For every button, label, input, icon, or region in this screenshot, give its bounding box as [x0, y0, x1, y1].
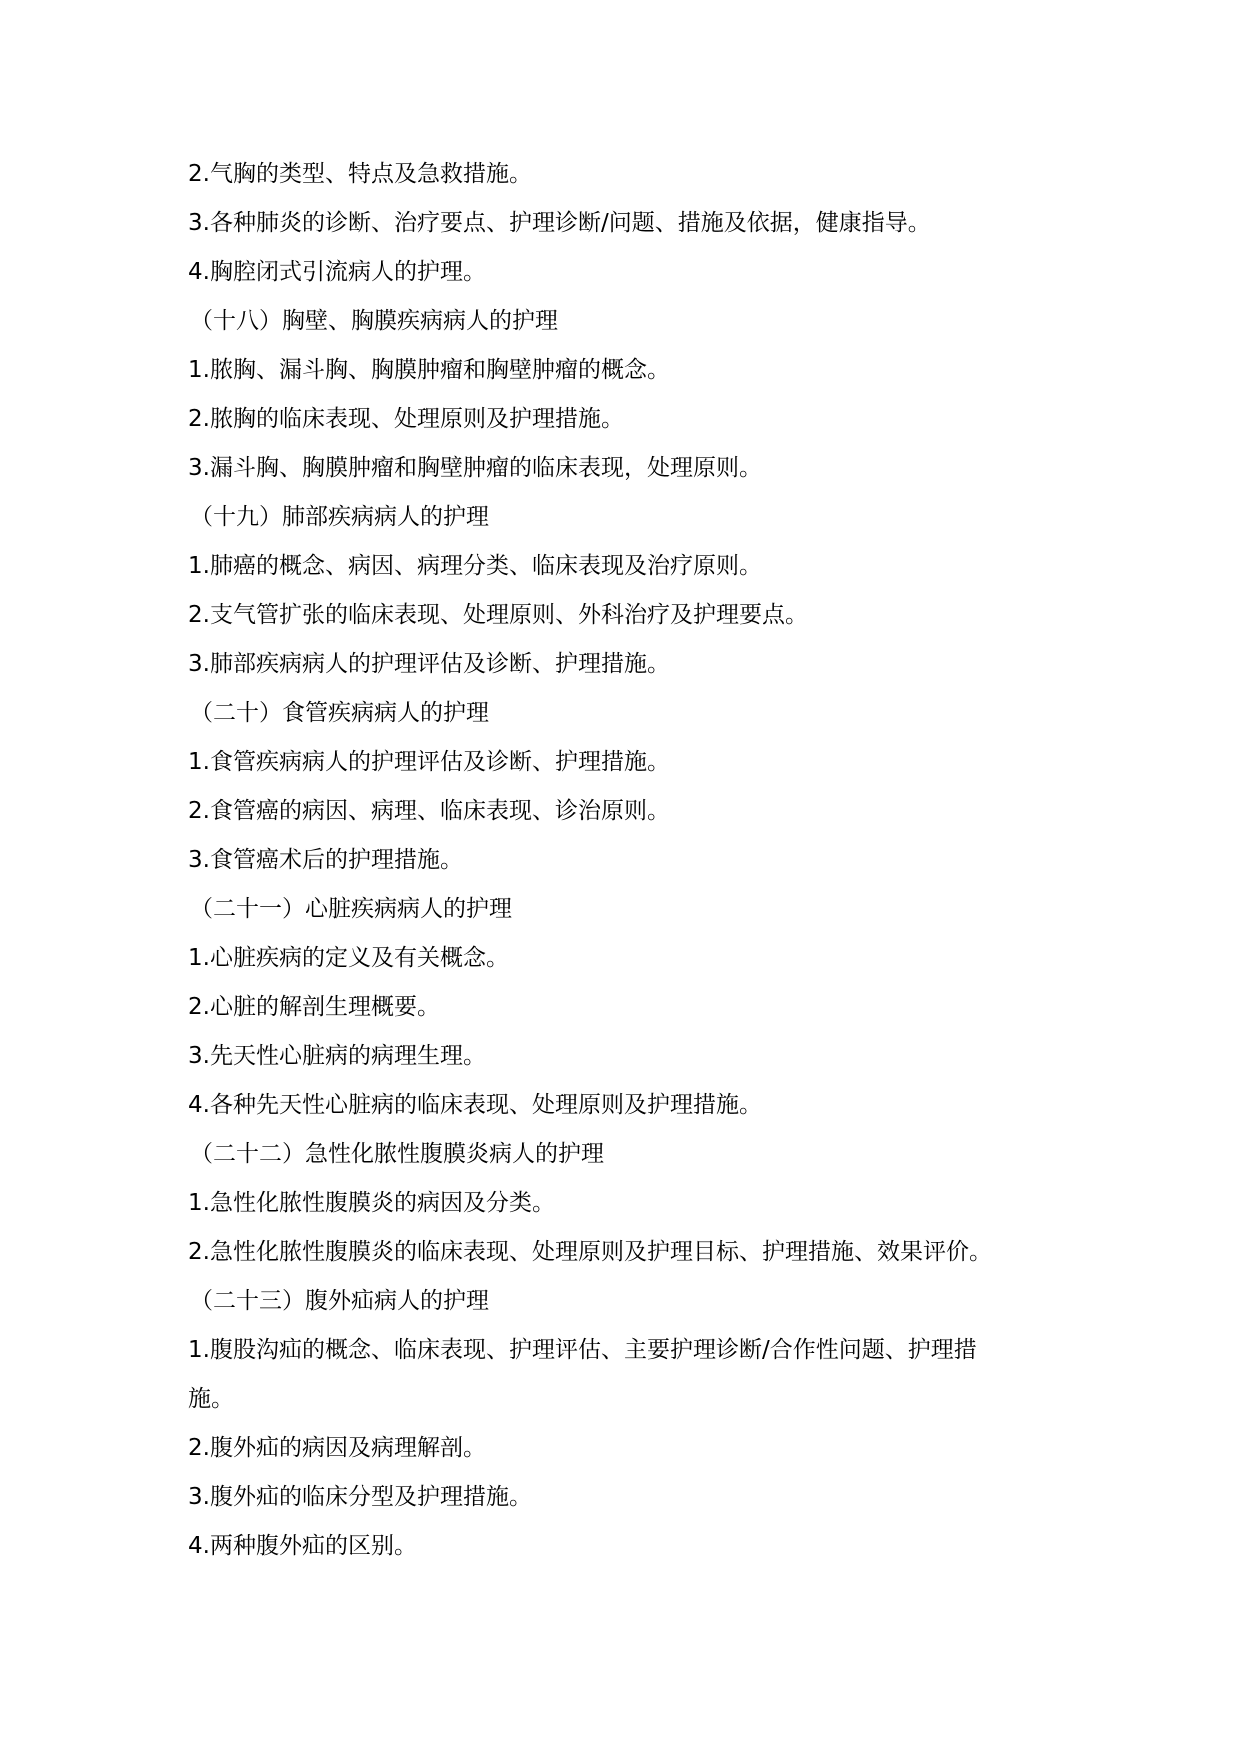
- list-item: 1.腹股沟疝的概念、临床表现、护理评估、主要护理诊断/合作性问题、护理措: [188, 1337, 977, 1363]
- list-item: 1.心脏疾病的定义及有关概念。: [188, 945, 509, 971]
- list-item: 2.食管癌的病因、病理、临床表现、诊治原则。: [188, 798, 670, 824]
- section-heading: （十八）胸壁、胸膜疾病病人的护理: [190, 308, 558, 334]
- list-item: 4.各种先天性心脏病的临床表现、处理原则及护理措施。: [188, 1092, 762, 1118]
- list-item: 1.肺癌的概念、病因、病理分类、临床表现及治疗原则。: [188, 553, 762, 579]
- list-item: 1.脓胸、漏斗胸、胸膜肿瘤和胸壁肿瘤的概念。: [188, 357, 670, 383]
- list-item: 3.各种肺炎的诊断、治疗要点、护理诊断/问题、措施及依据，健康指导。: [188, 210, 931, 236]
- list-item: 4.胸腔闭式引流病人的护理。: [188, 259, 486, 285]
- list-item: 2.急性化脓性腹膜炎的临床表现、处理原则及护理目标、护理措施、效果评价。: [188, 1239, 992, 1265]
- list-item: 2.心脏的解剖生理概要。: [188, 994, 440, 1020]
- section-heading: （二十）食管疾病病人的护理: [190, 700, 489, 726]
- list-item: 2.脓胸的临床表现、处理原则及护理措施。: [188, 406, 624, 432]
- section-heading: （十九）肺部疾病病人的护理: [190, 504, 489, 530]
- list-item: 2.腹外疝的病因及病理解剖。: [188, 1435, 486, 1461]
- section-heading: （二十三）腹外疝病人的护理: [190, 1288, 489, 1314]
- section-heading: （二十二）急性化脓性腹膜炎病人的护理: [190, 1141, 604, 1167]
- document-body: [188, 150, 1068, 1571]
- list-item: 3.腹外疝的临床分型及护理措施。: [188, 1484, 532, 1510]
- list-item: 3.漏斗胸、胸膜肿瘤和胸壁肿瘤的临床表现，处理原则。: [188, 455, 762, 481]
- list-item: 4.两种腹外疝的区别。: [188, 1533, 417, 1559]
- list-item: 3.先天性心脏病的病理生理。: [188, 1043, 486, 1069]
- list-item: 3.肺部疾病病人的护理评估及诊断、护理措施。: [188, 651, 670, 677]
- list-item: 2.支气管扩张的临床表现、处理原则、外科治疗及护理要点。: [188, 602, 808, 628]
- list-item: 1.急性化脓性腹膜炎的病因及分类。: [188, 1190, 555, 1216]
- section-heading: （二十一）心脏疾病病人的护理: [190, 896, 512, 922]
- list-item: 3.食管癌术后的护理措施。: [188, 847, 463, 873]
- list-item: 2.气胸的类型、特点及急救措施。: [188, 161, 532, 187]
- list-item: 1.食管疾病病人的护理评估及诊断、护理措施。: [188, 749, 670, 775]
- list-item-continuation: 施。: [188, 1386, 234, 1412]
